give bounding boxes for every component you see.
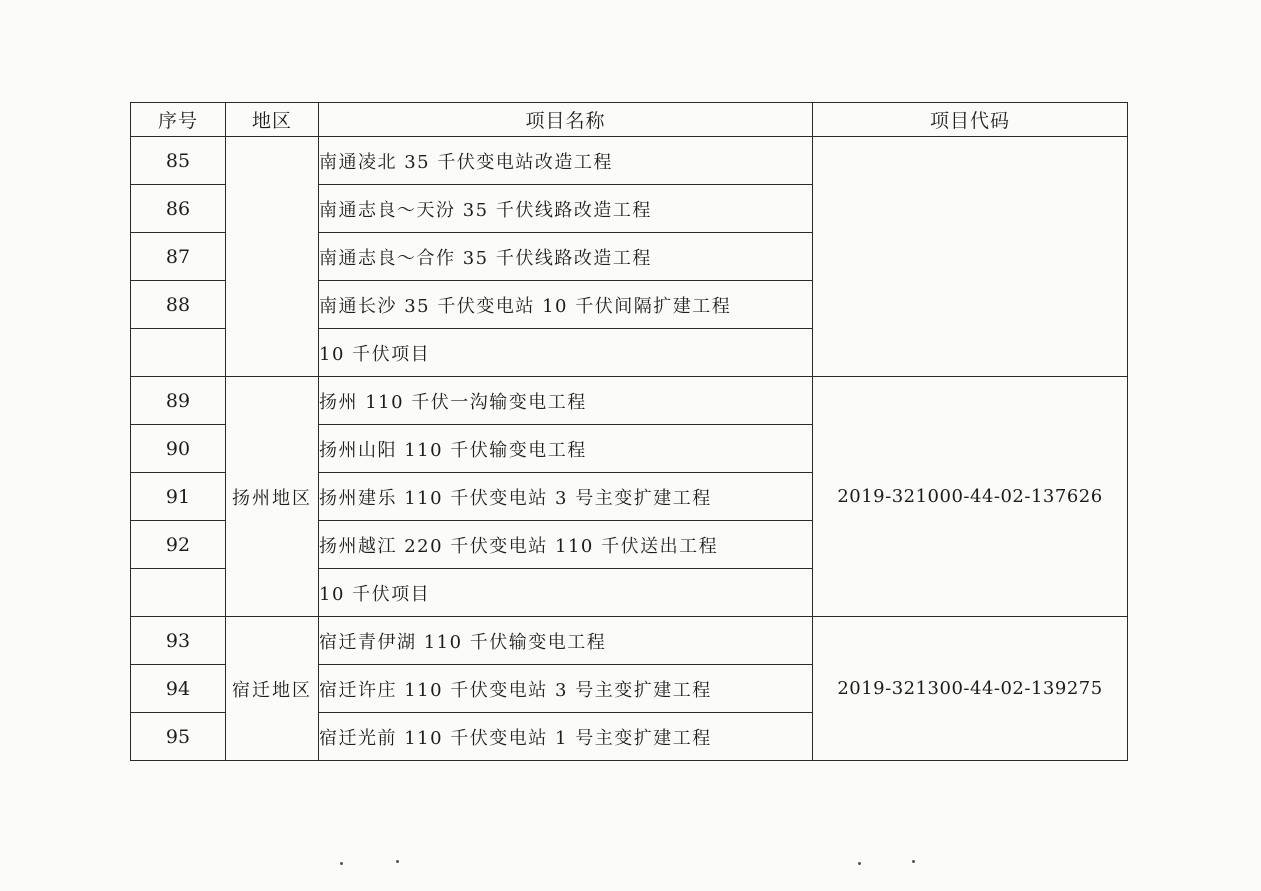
project-name-cell: 扬州山阳 110 千伏输变电工程 [319,425,813,473]
seq-cell: 85 [131,137,226,185]
scan-speck [396,860,399,863]
project-name-cell: 扬州 110 千伏一沟输变电工程 [319,377,813,425]
seq-cell: 92 [131,521,226,569]
project-code-cell: 2019-321300-44-02-139275 [813,617,1128,761]
project-code-cell [813,137,1128,377]
project-name-cell: 扬州建乐 110 千伏变电站 3 号主变扩建工程 [319,473,813,521]
project-code-cell: 2019-321000-44-02-137626 [813,377,1128,617]
header-code: 项目代码 [813,103,1128,137]
table-row [131,617,1128,665]
table-header-row [131,103,1128,137]
header-seq: 序号 [131,103,226,137]
region-cell: 宿迁地区 [226,617,319,761]
scan-speck [340,862,343,865]
seq-cell: 88 [131,281,226,329]
table-row [131,377,1128,425]
seq-cell: 89 [131,377,226,425]
project-name-cell: 宿迁许庄 110 千伏变电站 3 号主变扩建工程 [319,665,813,713]
seq-cell: 91 [131,473,226,521]
project-name-cell: 南通凌北 35 千伏变电站改造工程 [319,137,813,185]
seq-cell: 93 [131,617,226,665]
project-name-cell: 10 千伏项目 [319,329,813,377]
seq-cell: 94 [131,665,226,713]
project-name-cell: 南通长沙 35 千伏变电站 10 千伏间隔扩建工程 [319,281,813,329]
seq-cell: 87 [131,233,226,281]
project-table [130,102,1128,761]
table-row [131,137,1128,185]
region-cell: 扬州地区 [226,377,319,617]
seq-cell: 95 [131,713,226,761]
header-name: 项目名称 [319,103,813,137]
project-name-cell: 10 千伏项目 [319,569,813,617]
region-cell [226,137,319,377]
scan-speck [912,860,915,863]
project-name-cell: 南通志良～合作 35 千伏线路改造工程 [319,233,813,281]
project-name-cell: 宿迁青伊湖 110 千伏输变电工程 [319,617,813,665]
seq-cell: 86 [131,185,226,233]
seq-cell [131,569,226,617]
project-name-cell: 南通志良～天汾 35 千伏线路改造工程 [319,185,813,233]
seq-cell: 90 [131,425,226,473]
header-region: 地区 [226,103,319,137]
seq-cell [131,329,226,377]
project-name-cell: 扬州越江 220 千伏变电站 110 千伏送出工程 [319,521,813,569]
project-name-cell: 宿迁光前 110 千伏变电站 1 号主变扩建工程 [319,713,813,761]
scan-speck [858,862,861,865]
